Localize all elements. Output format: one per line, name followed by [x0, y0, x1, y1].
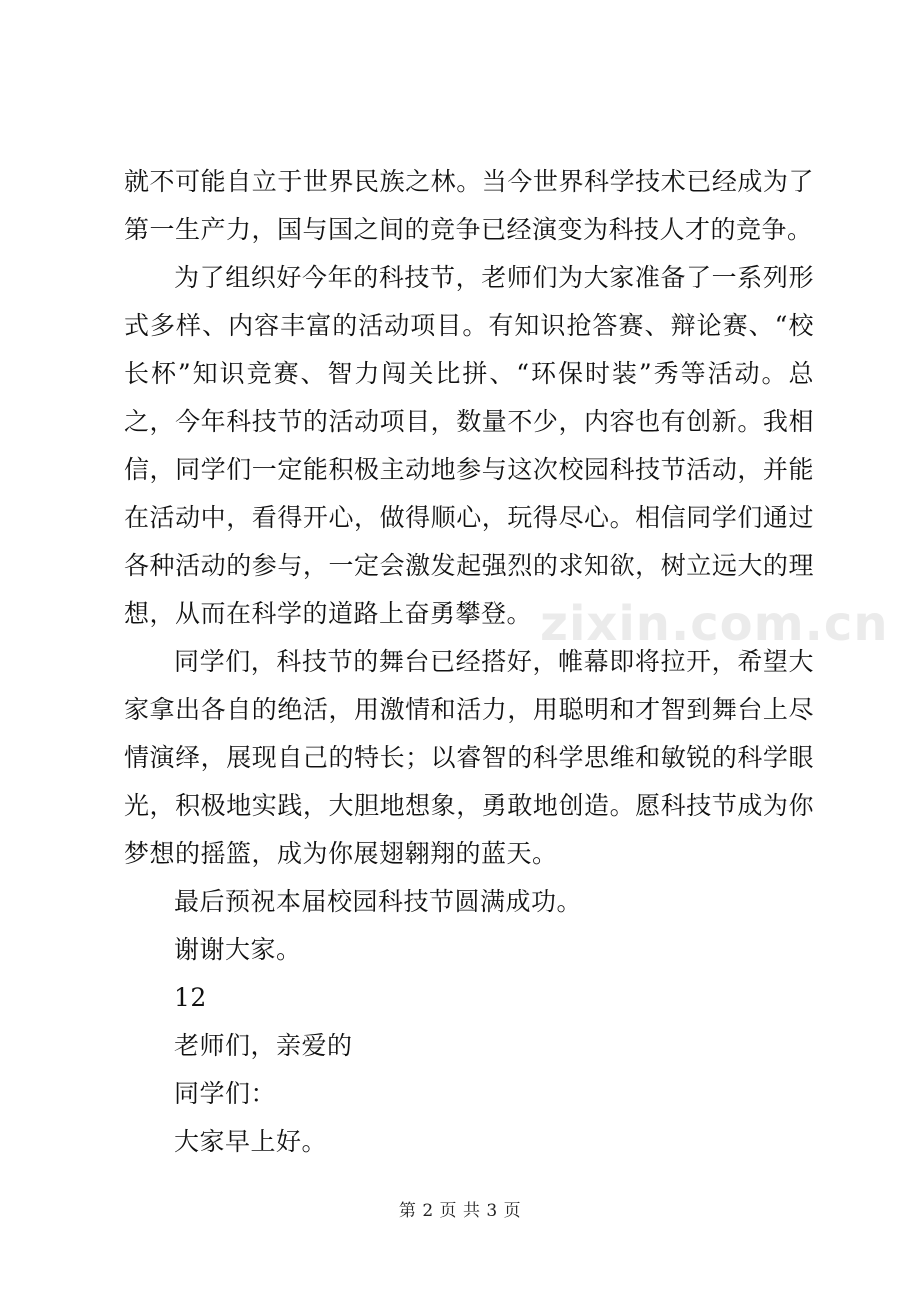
line-greeting-students: 同学们：	[174, 1079, 277, 1108]
line-good-morning: 大家早上好。	[174, 1127, 328, 1156]
paragraph-continuation: 就不可能自立于世界民族之林。当今世界科学技术已经成为了第一生产力，国与国之间的竞争已经演变为科技人才的竞争。	[124, 167, 814, 244]
watermark: zixin.com.cn	[540, 596, 889, 652]
document-body	[124, 158, 889, 1166]
page-footer: 第 2 页 共 3 页	[398, 1201, 522, 1221]
paragraph-encouragement: 同学们，科技节的舞台已经搭好，帷幕即将拉开，希望大家拿出各自的绝活，用激情和活力，用聪明和才智到舞台上尽情演绎，展现自己的特长；以睿智的科学思维和敏锐的科学眼光，积极地实践，大胆地想象，勇敢地创造。愿科技节成为你梦想的摇篮，成为你展翅翱翔的蓝天。	[124, 647, 814, 868]
paragraph-activities: 为了组织好今年的科技节，老师们为大家准备了一系列形式多样、内容丰富的活动项目。有知识抢答赛、辩论赛、“校长杯”知识竞赛、智力闯关比拼、“环保时装”秀等活动。总之，今年科技节的活动项目，数量不少，内容也有创新。我相信，同学们一定能积极主动地参与这次校园科技节活动，并能在活动中，看得开心，做得顺心，玩得尽心。相信同学们通过各种活动的参与，一定会激发起强烈的求知欲，树立远大的理想，从而在科学的道路上奋勇攀登。	[124, 263, 814, 628]
line-thanks: 谢谢大家。	[174, 935, 302, 964]
line-greeting-teachers: 老师们，亲爱的	[174, 1031, 353, 1060]
line-number: 12	[174, 983, 207, 1012]
line-closing-wish: 最后预祝本届校园科技节圆满成功。	[174, 887, 583, 916]
